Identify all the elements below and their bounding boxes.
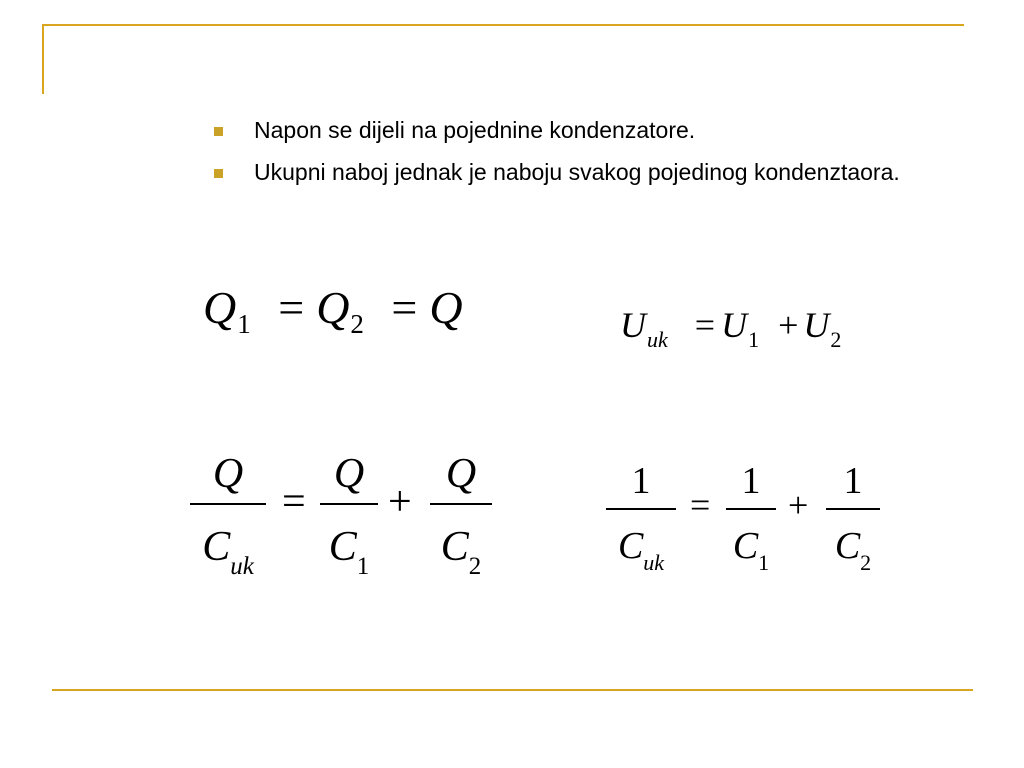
subscript-2: 2 xyxy=(468,553,482,580)
numerator: Q xyxy=(212,451,244,497)
c-symbol: C xyxy=(617,525,644,567)
square-bullet-icon xyxy=(214,169,223,178)
denominator xyxy=(430,523,492,580)
equals-sign: = xyxy=(391,282,418,333)
top-vertical-rule xyxy=(42,24,44,94)
bullet-text: Napon se dijeli na pojednine kondenzatore. xyxy=(254,117,696,143)
denominator xyxy=(606,524,676,575)
fraction-1-over-c1 xyxy=(726,445,776,585)
u-symbol: U xyxy=(721,305,748,345)
c-symbol: C xyxy=(732,525,759,567)
bullet-item xyxy=(214,114,914,147)
equals-sign: = xyxy=(278,282,305,333)
equals-sign: = xyxy=(690,485,711,525)
c-symbol: C xyxy=(834,525,861,567)
numerator: Q xyxy=(445,451,477,497)
charge-equality-equation xyxy=(203,278,463,344)
subscript-uk: uk xyxy=(643,550,665,575)
numerator: 1 xyxy=(843,460,863,502)
denominator xyxy=(190,523,266,580)
square-bullet-icon xyxy=(214,127,223,136)
subscript-1: 1 xyxy=(237,309,251,339)
q-symbol: Q xyxy=(203,282,237,333)
equals-sign: = xyxy=(282,479,306,525)
numerator: 1 xyxy=(631,460,651,502)
c-symbol: C xyxy=(202,524,231,570)
c-symbol: C xyxy=(328,524,357,570)
bullet-list xyxy=(214,114,914,198)
fraction-q-over-c1 xyxy=(320,440,378,590)
q-symbol: Q xyxy=(429,282,463,333)
voltage-sum-equation xyxy=(620,300,841,355)
fraction-bar xyxy=(190,503,266,505)
bullet-text: Ukupni naboj jednak je naboju svakog pojedinog kondenztaora. xyxy=(254,159,900,185)
fraction-bar xyxy=(320,503,378,505)
u-symbol: U xyxy=(620,305,646,345)
fraction-bar xyxy=(430,503,492,505)
subscript-2: 2 xyxy=(830,327,842,352)
fraction-1-over-cuk xyxy=(606,445,676,585)
plus-sign: + xyxy=(778,305,799,345)
fraction-q-over-c2 xyxy=(430,440,492,590)
numerator: 1 xyxy=(741,460,761,502)
fraction-q-over-cuk xyxy=(190,440,266,590)
equals-sign: = xyxy=(694,305,716,345)
subscript-uk: uk xyxy=(647,327,668,352)
plus-sign: + xyxy=(788,485,809,525)
plus-sign: + xyxy=(388,479,412,525)
subscript-2: 2 xyxy=(350,309,364,339)
subscript-2: 2 xyxy=(860,550,872,575)
u-symbol: U xyxy=(803,305,830,345)
subscript-uk: uk xyxy=(230,553,254,580)
fraction-1-over-c2 xyxy=(826,445,880,585)
top-horizontal-rule xyxy=(42,24,964,26)
subscript-1: 1 xyxy=(748,327,760,352)
c-symbol: C xyxy=(440,524,469,570)
subscript-1: 1 xyxy=(758,550,770,575)
bottom-horizontal-rule xyxy=(52,689,973,691)
fraction-bar xyxy=(606,508,676,510)
q-symbol: Q xyxy=(316,282,350,333)
subscript-1: 1 xyxy=(356,553,370,580)
fraction-bar xyxy=(826,508,880,510)
numerator: Q xyxy=(333,451,365,497)
fraction-bar xyxy=(726,508,776,510)
denominator xyxy=(320,523,378,580)
denominator xyxy=(726,524,776,575)
denominator xyxy=(826,524,880,575)
bullet-item xyxy=(214,156,914,189)
